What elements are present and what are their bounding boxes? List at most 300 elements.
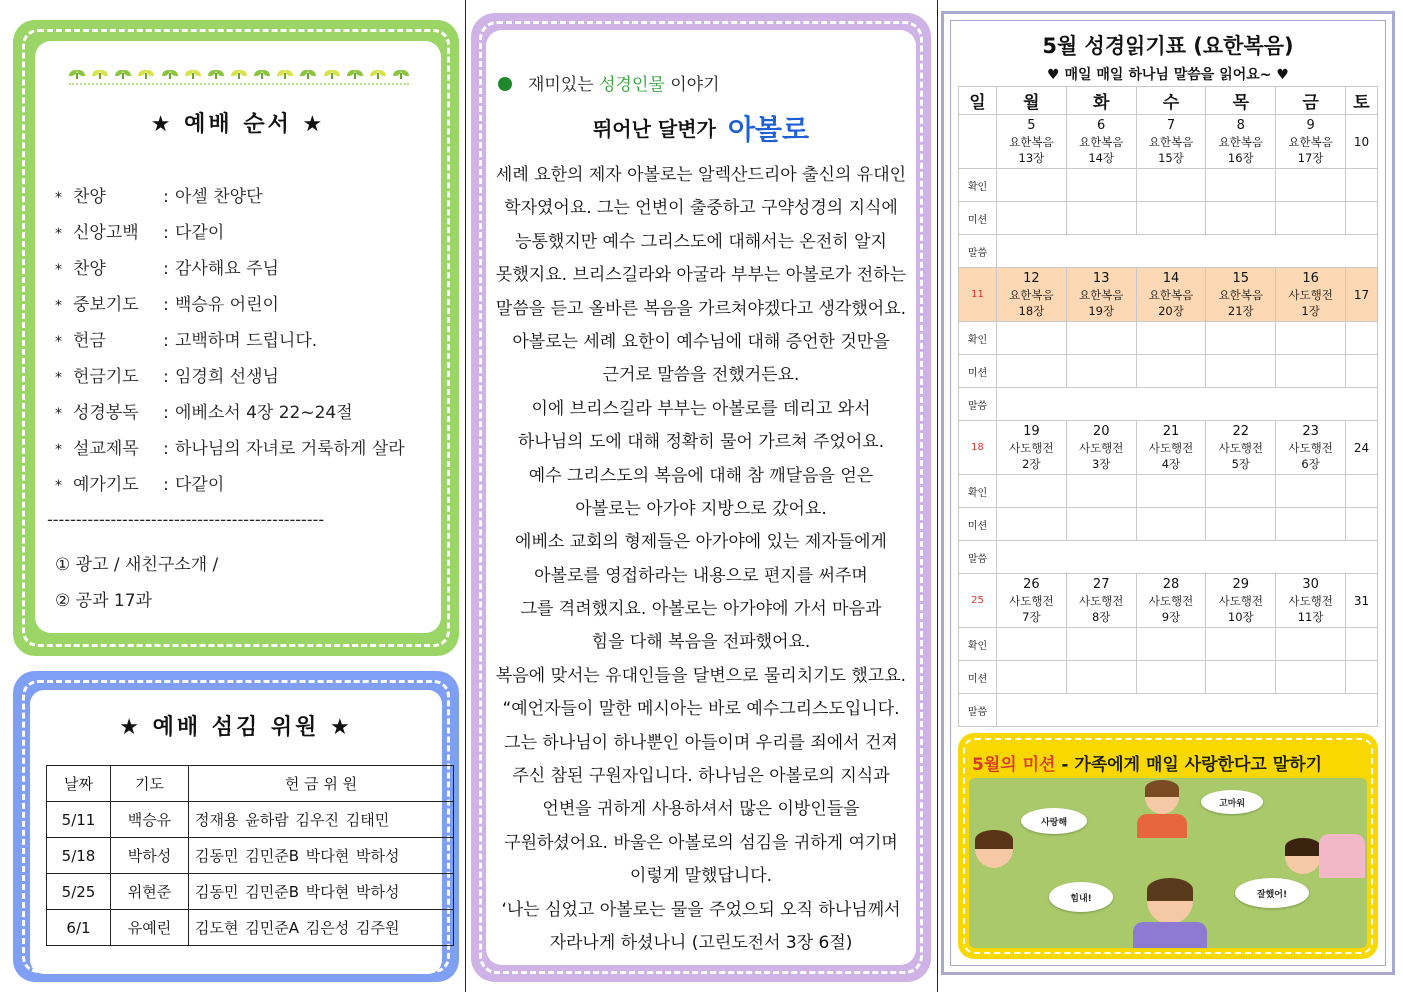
day-cell <box>1066 421 1136 475</box>
mission-cell[interactable] <box>1206 661 1276 694</box>
word-row <box>959 388 1378 421</box>
day-cell <box>1276 115 1346 169</box>
check-row <box>959 322 1378 355</box>
story-line: 에베소 교회의 형제들은 아가야에 있는 제자들에게 <box>515 532 887 553</box>
sprout-icon <box>69 65 85 79</box>
header-date: 날짜 <box>47 766 111 802</box>
bullet: * <box>55 406 62 422</box>
order-item-label: 헌금 <box>73 331 106 351</box>
order-item-value: 에베소서 4장 22~24절 <box>175 403 353 423</box>
colon: : <box>163 259 169 279</box>
day-book: 요한복음 <box>1148 287 1194 302</box>
girl-face-icon <box>1285 838 1321 874</box>
day-number: 30 <box>1302 576 1319 592</box>
day-cell <box>1206 421 1276 475</box>
day-chapter: 10장 <box>1227 609 1254 624</box>
story-heading-suffix: 이야기 <box>670 75 720 95</box>
committee-panel <box>13 671 459 982</box>
row-label: 말씀 <box>959 694 997 727</box>
check-cell[interactable] <box>997 628 1067 661</box>
day-chapter: 15장 <box>1158 150 1184 165</box>
colon: : <box>163 475 169 495</box>
cell-prayer: 유예린 <box>111 910 189 946</box>
committee-card <box>30 690 442 974</box>
story-line: 아볼로는 아가야 지방으로 갔어요. <box>575 498 827 519</box>
cell-prayer: 위현준 <box>111 874 189 910</box>
check-cell[interactable] <box>1206 322 1276 355</box>
row-label: 확인 <box>959 475 997 508</box>
bullet: * <box>55 226 62 242</box>
check-cell[interactable] <box>1206 628 1276 661</box>
heart-icon: ♥ <box>1047 67 1060 83</box>
check-cell[interactable] <box>1346 169 1378 202</box>
check-cell[interactable] <box>1066 169 1136 202</box>
sprout-decoration <box>69 55 409 79</box>
committee-title: ★ 예배 섬김 위원 ★ <box>119 715 353 740</box>
order-item <box>55 467 435 503</box>
day-number: 19 <box>1023 423 1040 439</box>
story-line: 언변을 귀하게 사용하셔서 많은 이방인들을 <box>542 799 860 820</box>
bullet: * <box>55 298 62 314</box>
monthly-mission-box <box>958 733 1378 959</box>
day-chapter: 6장 <box>1301 456 1320 471</box>
mission-cell[interactable] <box>997 661 1067 694</box>
column-separator-left <box>465 0 466 992</box>
note-item: ② 공과 17과 <box>55 591 152 611</box>
story-line: 세례 요한의 제자 아볼로는 알렉산드리아 출신의 유대인 <box>495 165 907 185</box>
day-book: 사도행전 <box>1009 440 1054 455</box>
bullet: * <box>55 478 62 494</box>
bullet: * <box>55 334 62 350</box>
green-dot-icon <box>498 77 512 91</box>
story-line: 자라나게 하셨나니 (고린도전서 3장 6절) <box>549 932 853 953</box>
day-number: 16 <box>1302 270 1319 286</box>
day-chapter: 5장 <box>1231 456 1250 471</box>
column-separator-right <box>937 0 938 992</box>
day-number: 15 <box>1232 270 1250 286</box>
cell-offering: 김동민 김민준B 박다현 박하성 <box>189 838 454 874</box>
day-cell <box>1066 268 1136 322</box>
cell-date: 6/1 <box>47 910 111 946</box>
table-row <box>47 802 454 838</box>
order-item-value: 백승유 어린이 <box>175 295 279 315</box>
worship-order-title: ★ 예배 순서 ★ <box>150 112 326 137</box>
day-cell <box>1066 574 1136 628</box>
bible-story-card <box>486 30 916 965</box>
cell-date: 5/18 <box>47 838 111 874</box>
bullet: * <box>55 442 62 458</box>
row-label: 말씀 <box>959 541 997 574</box>
story-line: 복음에 맞서는 유대인들을 달변으로 물리치기도 했고요. <box>495 665 907 686</box>
colon: : <box>163 295 169 315</box>
day-cell <box>1136 268 1206 322</box>
weekday-header: 수 <box>1136 87 1206 115</box>
order-item <box>55 395 435 431</box>
check-cell[interactable] <box>1276 628 1346 661</box>
table-row <box>47 838 454 874</box>
story-line: 능통했지만 예수 그리스도에 대해서는 온전히 알지 <box>515 231 887 252</box>
order-item-label: 헌금기도 <box>73 367 139 387</box>
check-cell[interactable] <box>1276 475 1346 508</box>
check-cell[interactable] <box>1136 628 1206 661</box>
dashed-divider: ------------------------------------------------ <box>47 510 325 529</box>
cell-offering: 김동민 김민준B 박다현 박하성 <box>189 874 454 910</box>
sprout-icon <box>231 65 247 79</box>
worship-order-list <box>55 179 435 503</box>
cell-prayer: 박하성 <box>111 838 189 874</box>
order-item <box>55 179 435 215</box>
story-line: 아볼로는 세례 요한이 예수님에 대해 증언한 것만을 <box>512 331 890 352</box>
table-row <box>47 910 454 946</box>
sunday-cell: 25 <box>959 574 997 628</box>
order-item-value: 고백하며 드립니다. <box>175 331 318 351</box>
day-book: 사도행전 <box>1148 593 1194 608</box>
mission-row <box>959 661 1378 694</box>
story-line: 주신 참된 구원자입니다. 하나님은 아볼로의 지식과 <box>512 766 890 787</box>
mission-cell[interactable] <box>1346 661 1378 694</box>
day-book: 사도행전 <box>1078 440 1124 455</box>
bullet: * <box>55 370 62 386</box>
speech-bubble: 잘했어! <box>1235 878 1309 908</box>
mission-row <box>959 355 1378 388</box>
day-number: 14 <box>1162 270 1180 286</box>
check-cell[interactable] <box>1346 475 1378 508</box>
day-chapter: 19장 <box>1088 303 1115 318</box>
day-book: 사도행전 <box>1288 593 1333 608</box>
day-cell <box>1276 574 1346 628</box>
bullet: * <box>55 262 62 278</box>
committee-table <box>46 765 454 946</box>
order-item-value: 다같이 <box>175 223 225 243</box>
table-header-row <box>47 766 454 802</box>
mission-cell[interactable] <box>1276 661 1346 694</box>
mission-cell[interactable] <box>1206 202 1276 235</box>
check-cell[interactable] <box>1136 322 1206 355</box>
order-item-label: 예가기도 <box>73 475 139 495</box>
check-cell[interactable] <box>1346 628 1378 661</box>
day-book: 요한복음 <box>1218 287 1263 302</box>
sprout-icon <box>254 65 270 79</box>
order-item-label: 찬양 <box>73 259 106 279</box>
sprout-icon <box>277 65 293 79</box>
day-chapter: 11장 <box>1297 609 1324 624</box>
cell-offering: 김도현 김민준A 김은성 김주원 <box>189 910 454 946</box>
speech-bubble: 고마워 <box>1201 790 1263 814</box>
mission-cell[interactable] <box>1066 202 1136 235</box>
colon: : <box>163 223 169 243</box>
day-number: 6 <box>1097 117 1106 133</box>
order-item-label: 설교제목 <box>73 439 139 459</box>
child-face-icon <box>1145 780 1179 814</box>
day-book: 사도행전 <box>1288 440 1333 455</box>
day-chapter: 2장 <box>1022 456 1041 471</box>
story-line: 힘을 다해 복음을 전파했어요. <box>591 632 811 653</box>
story-line: 이에 브리스길라 부부는 아볼로를 데리고 와서 <box>531 398 871 419</box>
mission-cell[interactable] <box>997 202 1067 235</box>
notes-list <box>55 547 218 619</box>
check-row <box>959 169 1378 202</box>
mission-cell[interactable] <box>1206 355 1276 388</box>
bible-story-panel <box>471 13 931 982</box>
day-number: 29 <box>1232 576 1250 592</box>
check-cell[interactable] <box>1066 628 1136 661</box>
colon: : <box>163 403 169 423</box>
day-book: 사도행전 <box>1218 440 1263 455</box>
story-heading <box>498 70 720 95</box>
saturday-cell: 31 <box>1346 574 1378 628</box>
sunday-cell: 18 <box>959 421 997 475</box>
word-row <box>959 235 1378 268</box>
week-row <box>959 421 1378 475</box>
mission-cell[interactable] <box>1136 661 1206 694</box>
story-title-name: 아볼로 <box>727 113 810 146</box>
row-label: 확인 <box>959 169 997 202</box>
mission-cell[interactable] <box>1346 202 1378 235</box>
day-number: 27 <box>1092 576 1110 592</box>
worship-order-panel <box>13 20 459 656</box>
check-cell[interactable] <box>997 322 1067 355</box>
story-line: ‘나는 심었고 아볼로는 물을 주었으되 오직 하나님께서 <box>501 899 901 920</box>
weekday-header: 토 <box>1346 87 1378 115</box>
family-illustration <box>969 778 1367 948</box>
check-cell[interactable] <box>1346 322 1378 355</box>
weekday-header-row <box>959 87 1378 115</box>
order-item <box>55 359 435 395</box>
mission-cell[interactable] <box>1276 508 1346 541</box>
check-cell[interactable] <box>1066 322 1136 355</box>
row-label: 미션 <box>959 661 997 694</box>
row-label: 미션 <box>959 508 997 541</box>
word-cell[interactable] <box>997 541 1378 574</box>
story-line: 구원하셨어요. 바울은 아볼로의 섬김을 귀하게 여기며 <box>504 832 898 853</box>
story-heading-prefix: 재미있는 <box>528 75 594 95</box>
story-line: 이렇게 말했답니다. <box>629 866 773 887</box>
day-number: 21 <box>1162 423 1180 439</box>
sprout-icon <box>162 65 178 79</box>
cell-prayer: 백승유 <box>111 802 189 838</box>
sprout-icon <box>92 65 108 79</box>
day-chapter: 1장 <box>1301 303 1320 318</box>
order-item-value: 임경희 선생님 <box>175 367 279 387</box>
story-line: 근거로 말씀을 전했거든요. <box>602 365 800 386</box>
mission-cell[interactable] <box>1136 355 1206 388</box>
row-label: 확인 <box>959 628 997 661</box>
day-cell <box>1066 115 1136 169</box>
mission-row <box>959 202 1378 235</box>
mission-cell[interactable] <box>1276 355 1346 388</box>
mission-cell[interactable] <box>1276 202 1346 235</box>
table-row <box>47 874 454 910</box>
mission-title-text: - 가족에게 매일 사랑한다고 말하기 <box>1061 755 1322 775</box>
story-line: 학자였어요. 그는 언변이 출중하고 구약성경의 지식에 <box>504 198 898 219</box>
story-heading-highlight: 성경인물 <box>599 75 665 95</box>
day-number: 22 <box>1232 423 1250 439</box>
day-chapter: 7장 <box>1022 609 1041 624</box>
check-cell[interactable] <box>997 169 1067 202</box>
header-prayer: 기도 <box>111 766 189 802</box>
mission-cell[interactable] <box>997 355 1067 388</box>
day-chapter: 13장 <box>1018 150 1045 165</box>
weekday-header: 월 <box>997 87 1067 115</box>
day-cell <box>1206 115 1276 169</box>
day-book: 사도행전 <box>1218 593 1263 608</box>
day-cell <box>997 115 1067 169</box>
mission-title <box>972 750 1364 775</box>
mission-row <box>959 508 1378 541</box>
day-book: 요한복음 <box>1078 134 1124 149</box>
speech-bubble: 힘내! <box>1049 882 1113 912</box>
sprout-icon <box>393 65 409 79</box>
day-number: 20 <box>1092 423 1110 439</box>
sprout-icon <box>115 65 131 79</box>
day-cell <box>1206 574 1276 628</box>
story-title <box>486 108 916 148</box>
colon: : <box>163 187 169 207</box>
story-body <box>490 159 912 960</box>
day-number: 23 <box>1302 423 1319 439</box>
sprout-icon <box>185 65 201 79</box>
cell-offering: 정재용 윤하람 김우진 김태민 <box>189 802 454 838</box>
row-label: 미션 <box>959 202 997 235</box>
weekday-header: 일 <box>959 87 997 115</box>
day-number: 26 <box>1023 576 1040 592</box>
order-item-label: 찬양 <box>73 187 106 207</box>
cell-date: 5/11 <box>47 802 111 838</box>
order-item-label: 성경봉독 <box>73 403 139 423</box>
day-chapter: 14장 <box>1088 150 1115 165</box>
check-cell[interactable] <box>1066 475 1136 508</box>
mission-cell[interactable] <box>1346 355 1378 388</box>
row-label: 말씀 <box>959 388 997 421</box>
sprout-icon <box>370 65 386 79</box>
order-item-value: 하나님의 자녀로 거룩하게 살라 <box>175 439 405 459</box>
mission-cell[interactable] <box>1066 355 1136 388</box>
story-line: 말씀을 듣고 올바른 복음을 가르쳐야겠다고 생각했어요. <box>495 298 907 319</box>
colon: : <box>163 331 169 351</box>
cell-date: 5/25 <box>47 874 111 910</box>
story-line: 그는 하나님이 하나뿐인 아들이며 우리를 죄에서 건져 <box>504 732 898 753</box>
mission-cell[interactable] <box>1066 508 1136 541</box>
story-line: 못했지요. 브리스길라와 아굴라 부부는 아볼로가 전하는 <box>495 265 907 286</box>
day-number: 12 <box>1023 270 1040 286</box>
story-line: 아볼로를 영접하라는 내용으로 편지를 써주며 <box>534 565 868 586</box>
sunday-cell: 11 <box>959 268 997 322</box>
week-row <box>959 574 1378 628</box>
order-item-value: 아셀 찬양단 <box>175 187 263 207</box>
day-chapter: 20장 <box>1158 303 1184 318</box>
day-chapter: 3장 <box>1091 456 1111 471</box>
order-item-label: 중보기도 <box>73 295 139 315</box>
day-chapter: 4장 <box>1161 456 1181 471</box>
mission-cell[interactable] <box>1066 661 1136 694</box>
day-book: 요한복음 <box>1148 134 1194 149</box>
reading-calendar <box>958 86 1378 727</box>
note-item: ① 광고 / 새친구소개 / <box>55 555 219 575</box>
bullet: * <box>55 190 62 206</box>
word-cell[interactable] <box>997 694 1378 727</box>
story-line: “예언자들이 말한 메시아는 바로 예수그리스도입니다. <box>502 699 900 720</box>
check-cell[interactable] <box>1136 169 1206 202</box>
day-book: 요한복음 <box>1288 134 1333 149</box>
mission-cell[interactable] <box>1206 508 1276 541</box>
mother-face-icon <box>975 830 1013 868</box>
day-book: 사도행전 <box>1148 440 1194 455</box>
day-book: 요한복음 <box>1218 134 1263 149</box>
day-book: 요한복음 <box>1009 134 1054 149</box>
reading-chart-subtitle <box>955 64 1381 84</box>
mission-cell[interactable] <box>1346 508 1378 541</box>
word-row <box>959 694 1378 727</box>
word-cell[interactable] <box>997 388 1378 421</box>
mission-cell[interactable] <box>997 508 1067 541</box>
sprout-icon <box>324 65 340 79</box>
saturday-cell: 10 <box>1346 115 1378 169</box>
reading-chart-subtitle-text: 매일 매일 하나님 말씀을 읽어요~ <box>1064 67 1272 83</box>
check-cell[interactable] <box>1276 169 1346 202</box>
sprout-icon <box>138 65 154 79</box>
day-chapter: 18장 <box>1018 303 1045 318</box>
check-cell[interactable] <box>997 475 1067 508</box>
sprout-icon <box>347 65 363 79</box>
check-cell[interactable] <box>1276 322 1346 355</box>
heart-icon: ♥ <box>1276 67 1289 83</box>
sprout-icon <box>208 65 224 79</box>
order-item <box>55 431 435 467</box>
order-item <box>55 323 435 359</box>
sprout-icon <box>300 65 316 79</box>
reading-chart-title: 5월 성경읽기표 (요한복음) <box>1042 34 1294 58</box>
mission-cell[interactable] <box>1136 202 1206 235</box>
day-cell <box>1136 421 1206 475</box>
story-line: 하나님의 도에 대해 정확히 물어 가르쳐 주었어요. <box>517 432 885 453</box>
colon: : <box>163 367 169 387</box>
mission-cell[interactable] <box>1136 508 1206 541</box>
sunday-cell <box>959 115 997 169</box>
row-label: 미션 <box>959 355 997 388</box>
story-line: 그를 격려했지요. 아볼로는 아가야에 가서 마음과 <box>520 599 882 620</box>
story-line: 예수 그리스도의 복음에 대해 참 깨달음을 얻은 <box>528 465 874 486</box>
row-label: 말씀 <box>959 235 997 268</box>
day-chapter: 8장 <box>1091 609 1111 624</box>
day-book: 요한복음 <box>1009 287 1054 302</box>
order-item-value: 감사해요 주님 <box>175 259 279 279</box>
day-number: 8 <box>1236 117 1245 133</box>
day-book: 사도행전 <box>1288 287 1333 302</box>
word-cell[interactable] <box>997 235 1378 268</box>
check-row <box>959 475 1378 508</box>
check-cell[interactable] <box>1136 475 1206 508</box>
day-book: 사도행전 <box>1078 593 1124 608</box>
child-body-icon <box>1137 814 1187 838</box>
day-chapter: 16장 <box>1227 150 1254 165</box>
day-cell <box>1206 268 1276 322</box>
day-book: 사도행전 <box>1009 593 1054 608</box>
check-cell[interactable] <box>1206 475 1276 508</box>
father-face-icon <box>1147 878 1193 924</box>
word-row <box>959 541 1378 574</box>
check-cell[interactable] <box>1206 169 1276 202</box>
day-book: 요한복음 <box>1078 287 1124 302</box>
day-chapter: 9장 <box>1161 609 1181 624</box>
day-cell <box>1136 574 1206 628</box>
day-chapter: 17장 <box>1297 150 1324 165</box>
week-row <box>959 268 1378 322</box>
row-label: 확인 <box>959 322 997 355</box>
order-item-value: 다같이 <box>175 475 225 495</box>
day-cell <box>997 421 1067 475</box>
order-item-label: 신앙고백 <box>73 223 139 243</box>
check-row <box>959 628 1378 661</box>
